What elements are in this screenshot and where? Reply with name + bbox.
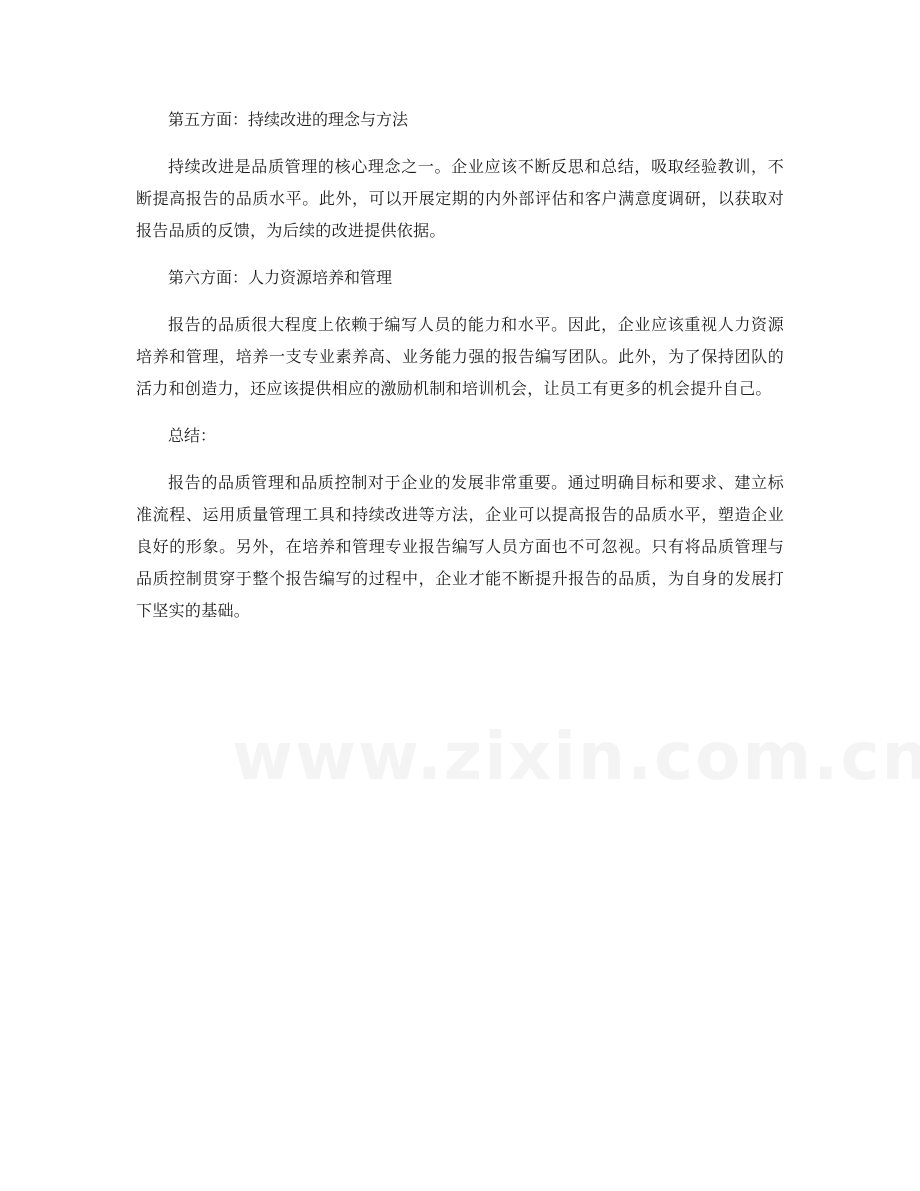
section-paragraph-5: 持续改进是品质管理的核心理念之一。企业应该不断反思和总结，吸取经验教训，不断提高报告的品质水平。此外，可以开展定期的内外部评估和客户满意度调研，以获取对报告品质的反馈，为后续的改进提供依据。 (136, 157, 784, 240)
section-paragraph-6: 报告的品质很大程度上依赖于编写人员的能力和水平。因此，企业应该重视人力资源培养和管理，培养一支专业素养高、业务能力强的报告编写团队。此外，为了保持团队的活力和创造力，还应该提供相应的激励机制和培训机会，让员工有更多的机会提升自己。 (136, 315, 784, 398)
section-heading-6: 第六方面：人力资源培养和管理 (168, 268, 393, 287)
summary-heading: 总结： (168, 426, 217, 445)
summary-paragraph: 报告的品质管理和品质控制对于企业的发展非常重要。通过明确目标和要求、建立标准流程、运用质量管理工具和持续改进等方法，企业可以提高报告的品质水平，塑造企业良好的形象。另外，在培养和管理专业报告编写人员方面也不可忽视。只有将品质管理与品质控制贯穿于整个报告编写的过程中，企业才能不断提升报告的品质，为自身的发展打下坚实的基础。 (136, 473, 784, 620)
section-heading-5: 第五方面：持续改进的理念与方法 (168, 110, 409, 129)
watermark (232, 718, 702, 795)
document-body (136, 104, 784, 642)
